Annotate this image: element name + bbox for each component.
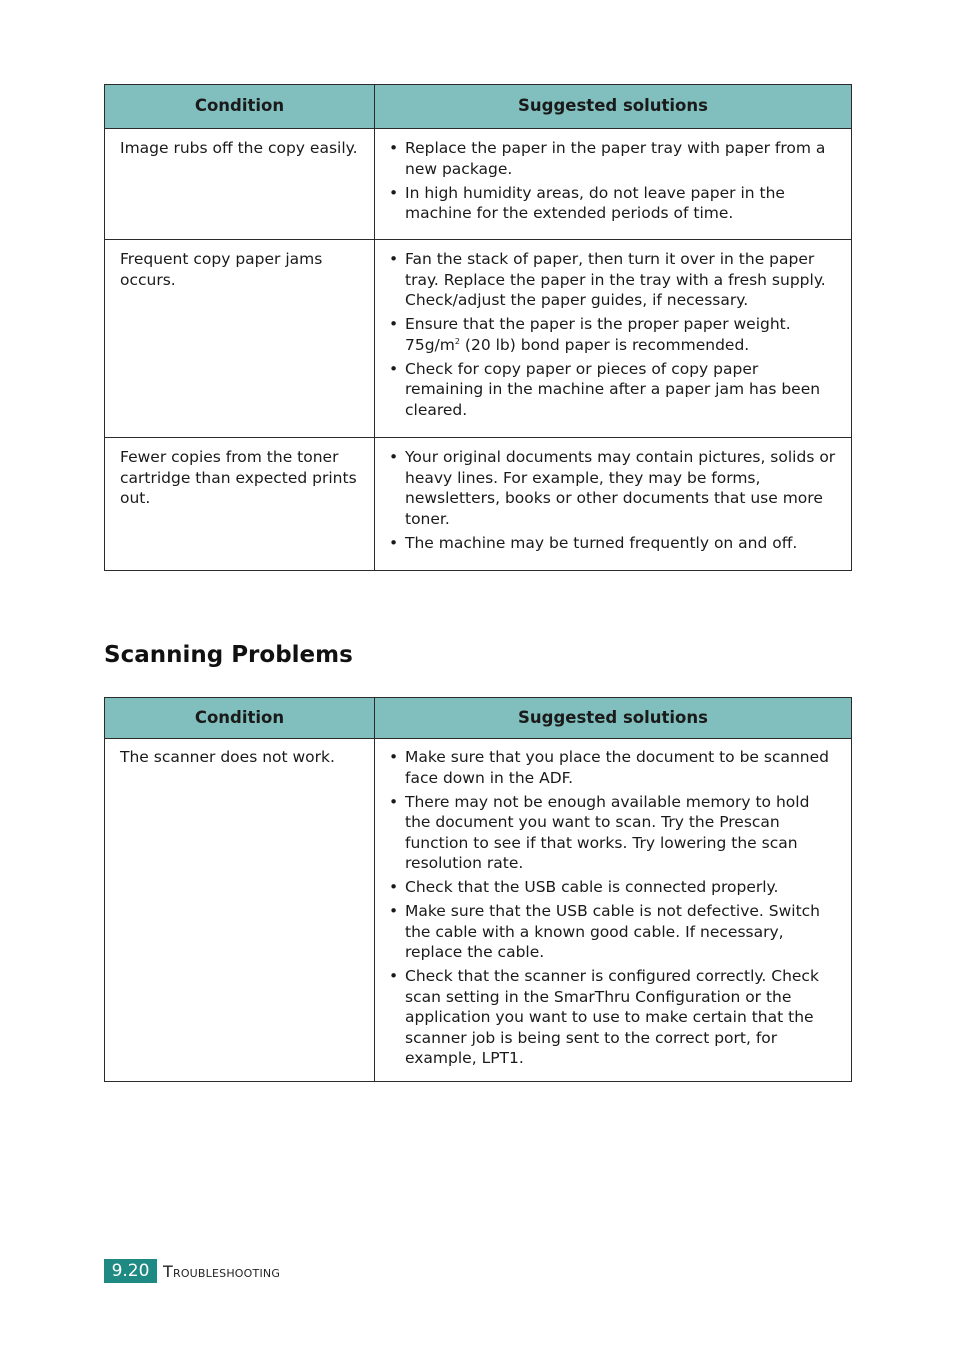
solutions-cell [375,129,852,240]
bullet: • [389,967,399,985]
solutions-cell [375,438,852,571]
solution-item [389,877,839,898]
superscript: 2 [454,336,460,346]
solution-text: There may not be enough available memory to hold the document you want to scan. Try the Prescan function to see if that works. Try lowering the scan resolution rate. [405,792,810,872]
solution-text: Your original documents may contain pictures, solids or heavy lines. For example, they may be forms, newsletters, books or other documents that use more toner. [405,448,836,528]
bullet: • [389,183,399,202]
solutions-list [389,138,839,224]
solutions-header: Suggested solutions [375,698,852,739]
page-footer [104,1259,280,1283]
solution-item [389,249,839,311]
table-row [105,129,852,240]
bullet: • [389,748,399,766]
solution-item [389,183,839,224]
solution-item [389,314,839,355]
table-row [105,739,852,1082]
bullet: • [389,250,399,268]
solution-text: Make sure that you place the document to be scanned face down in the ADF. [405,748,829,787]
footer-section-name: Troubleshooting [163,1261,281,1281]
bullet: • [389,359,399,378]
solution-text [405,315,791,354]
condition-cell: Image rubs off the copy easily. [105,129,375,240]
table-header-row [105,85,852,129]
scanning-problems-table [104,697,852,1082]
solutions-list [389,447,839,553]
solution-text: Fan the stack of paper, then turn it over in the paper tray. Replace the paper in the tray with a fresh supply. Check/adjust the paper guides, if necessary. [405,250,826,309]
solution-text: Check that the USB cable is connected properly. [405,878,779,896]
solution-text: In high humidity areas, do not leave paper in the machine for the extended periods of time. [405,183,785,222]
bullet: • [389,139,399,157]
solutions-cell [375,240,852,438]
solution-text: Replace the paper in the paper tray with paper from a new package. [405,139,826,178]
table-row [105,438,852,571]
solutions-list [389,747,839,1069]
solution-item [389,747,839,788]
bullet: • [389,792,399,811]
copy-problems-table [104,84,852,571]
bullet: • [389,533,399,552]
solution-text: The machine may be turned frequently on and off. [405,533,798,552]
solution-text: Make sure that the USB cable is not defective. Switch the cable with a known good cable. If necessary, replace the cable. [405,902,820,961]
section-heading: Scanning Problems [104,642,353,668]
solutions-cell [375,739,852,1082]
solution-item [389,792,839,874]
table-header-row [105,698,852,739]
solutions-list [389,249,839,420]
condition-header: Condition [105,85,375,129]
solution-item [389,533,839,554]
bullet: • [389,448,399,466]
page-number-badge: 9.20 [104,1259,157,1283]
solution-text-part: Ensure that the paper is the proper paper weight. 75g/m [405,315,791,354]
table-row [105,240,852,438]
solution-text: Check that the scanner is configured correctly. Check scan setting in the SmarThru Configuration or the application you want to use to make certain that the scanner job is being sent to the correct port, for example, LPT1. [405,967,819,1067]
solution-item [389,901,839,963]
bullet: • [389,878,399,896]
bullet: • [389,902,399,920]
solution-item [389,447,839,529]
solution-item [389,966,839,1069]
condition-cell: The scanner does not work. [105,739,375,1082]
condition-cell: Frequent copy paper jams occurs. [105,240,375,438]
condition-cell: Fewer copies from the toner cartridge than expected prints out. [105,438,375,571]
solution-text-part: (20 lb) bond paper is recommended. [459,335,750,354]
bullet: • [389,315,399,333]
solution-item [389,359,839,421]
condition-header: Condition [105,698,375,739]
solutions-header: Suggested solutions [375,85,852,129]
solution-item [389,138,839,179]
solution-text: Check for copy paper or pieces of copy paper remaining in the machine after a paper jam has been cleared. [405,359,821,419]
